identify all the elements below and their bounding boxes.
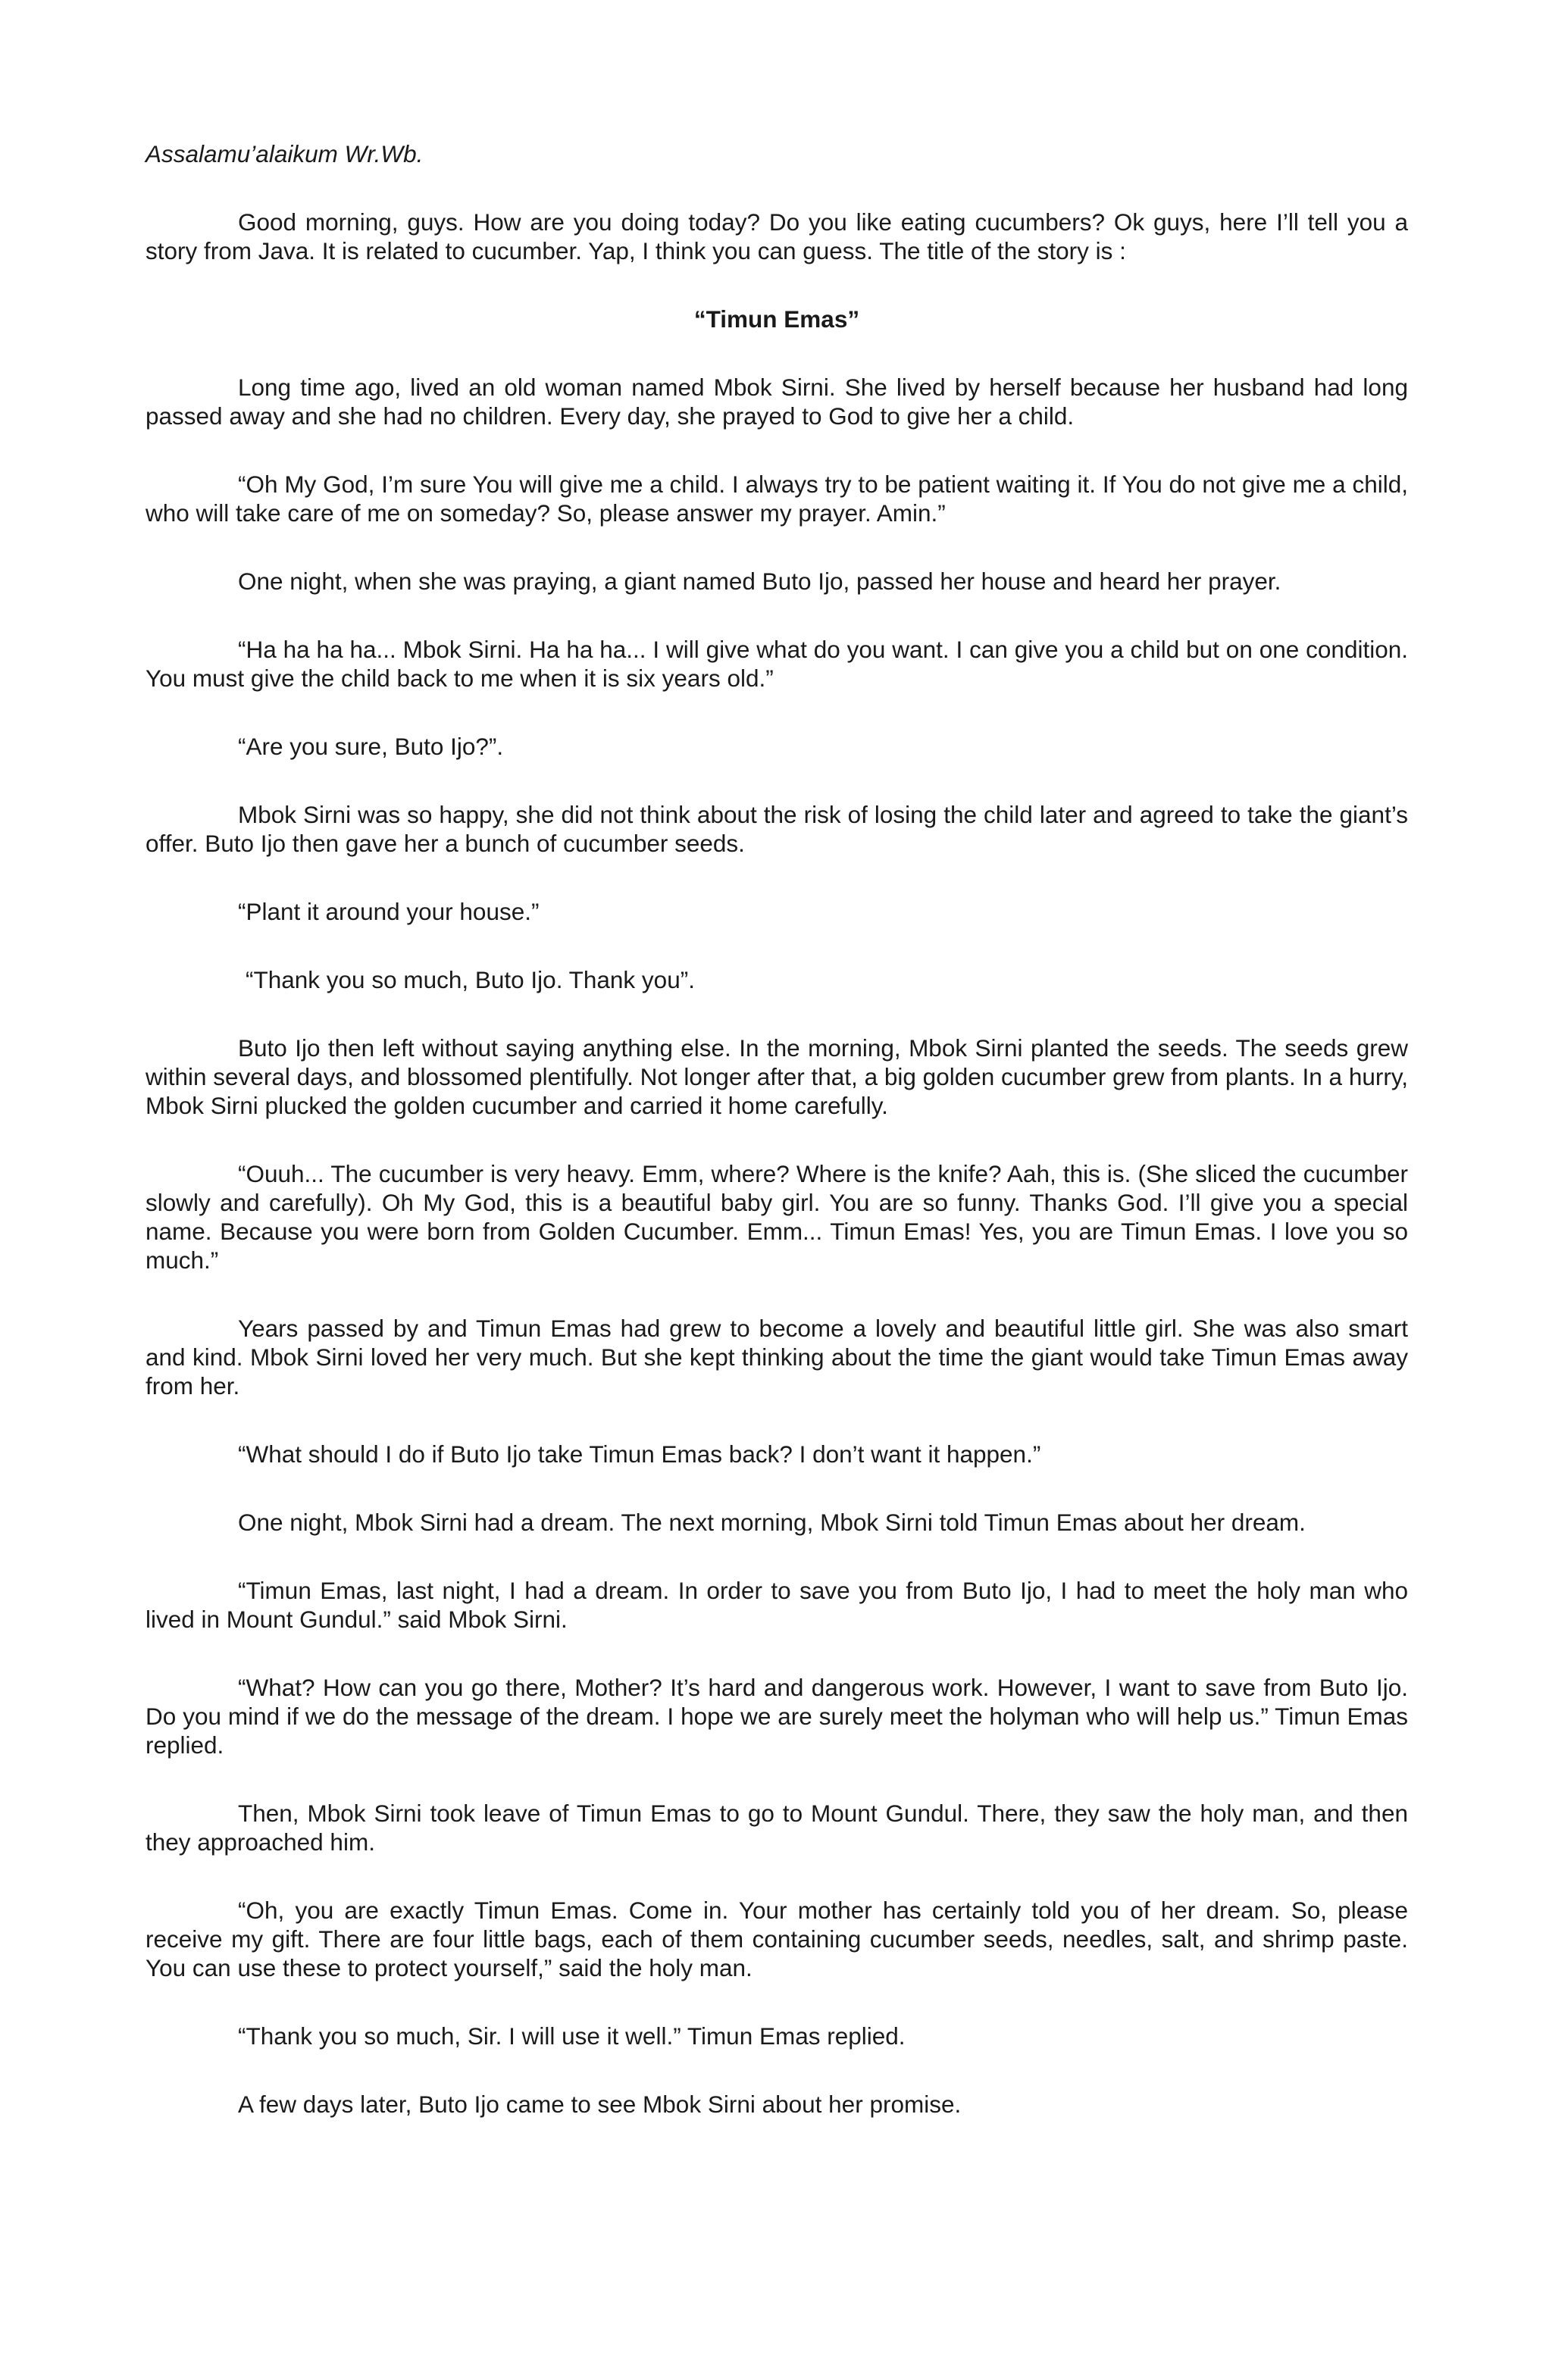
paragraph: “Are you sure, Buto Ijo?”. bbox=[238, 733, 504, 760]
story-title: “Timun Emas” bbox=[693, 305, 860, 333]
paragraph: “Timun Emas, last night, I had a dream. In order to save you from Buto Ijo, I had to meet the holy man who lived in Mount Gundul.” said Mbok Sirni. bbox=[146, 1577, 1408, 1633]
document-page bbox=[146, 139, 1408, 2158]
intro-paragraph: Good morning, guys. How are you doing today? Do you like eating cucumbers? Ok guys, here I’ll tell you a story from Java. It is related to cucumber. Yap, I think you can guess. The title of the story is : bbox=[146, 208, 1408, 264]
paragraph: “Oh, you are exactly Timun Emas. Come in. Your mother has certainly told you of her dream. So, please receive my gift. There are four little bags, each of them containing cucumber seeds, needles, salt, and shrimp paste. You can use these to protect yourself,” said the holy man. bbox=[146, 1897, 1408, 1981]
paragraph: “Ha ha ha ha... Mbok Sirni. Ha ha ha... I will give what do you want. I can give you a child but on one condition. You must give the child back to me when it is six years old.” bbox=[146, 636, 1408, 692]
paragraph: Years passed by and Timun Emas had grew to become a lovely and beautiful little girl. She was also smart and kind. Mbok Sirni loved her very much. But she kept thinking about the time the giant would take Timun Emas away from her. bbox=[146, 1315, 1408, 1400]
paragraph: “Plant it around your house.” bbox=[238, 898, 540, 925]
paragraph: Then, Mbok Sirni took leave of Timun Emas to go to Mount Gundul. There, they saw the holy man, and then they approached him. bbox=[146, 1800, 1408, 1856]
paragraph: Long time ago, lived an old woman named Mbok Sirni. She lived by herself because her husband had long passed away and she had no children. Every day, she prayed to God to give her a child. bbox=[146, 374, 1408, 430]
paragraph: “What should I do if Buto Ijo take Timun Emas back? I don’t want it happen.” bbox=[238, 1440, 1041, 1468]
paragraph: “Oh My God, I’m sure You will give me a child. I always try to be patient waiting it. If You do not give me a child, who will take care of me on someday? So, please answer my prayer. Amin.” bbox=[146, 471, 1408, 527]
paragraph: “Thank you so much, Sir. I will use it well.” Timun Emas replied. bbox=[238, 2022, 906, 2050]
paragraph: One night, when she was praying, a giant named Buto Ijo, passed her house and heard her prayer. bbox=[238, 568, 1281, 595]
paragraph: “What? How can you go there, Mother? It’s hard and dangerous work. However, I want to save from Buto Ijo. Do you mind if we do the message of the dream. I hope we are surely meet the holyman who will help us.” Timun Emas replied. bbox=[146, 1674, 1408, 1759]
paragraph: A few days later, Buto Ijo came to see Mbok Sirni about her promise. bbox=[238, 2091, 962, 2118]
paragraph: “Thank you so much, Buto Ijo. Thank you”. bbox=[246, 966, 695, 993]
paragraph: One night, Mbok Sirni had a dream. The next morning, Mbok Sirni told Timun Emas about her dream. bbox=[238, 1509, 1306, 1536]
paragraph: Mbok Sirni was so happy, she did not think about the risk of losing the child later and agreed to take the giant’s offer. Buto Ijo then gave her a bunch of cucumber seeds. bbox=[146, 801, 1408, 857]
paragraph: Buto Ijo then left without saying anything else. In the morning, Mbok Sirni planted the seeds. The seeds grew within several days, and blossomed plentifully. Not longer after that, a big golden cucumber grew from plants. In a hurry, Mbok Sirni plucked the golden cucumber and carried it home carefully. bbox=[146, 1034, 1408, 1119]
paragraph: “Ouuh... The cucumber is very heavy. Emm, where? Where is the knife? Aah, this is. (She sliced the cucumber slowly and carefully). Oh My God, this is a beautiful baby girl. You are so funny. Thanks God. I’ll give you a special name. Because you were born from Golden Cucumber. Emm... Timun Emas! Yes, you are Timun Emas. I love you so much.” bbox=[146, 1160, 1408, 1274]
greeting: Assalamu’alaikum Wr.Wb. bbox=[146, 140, 424, 167]
